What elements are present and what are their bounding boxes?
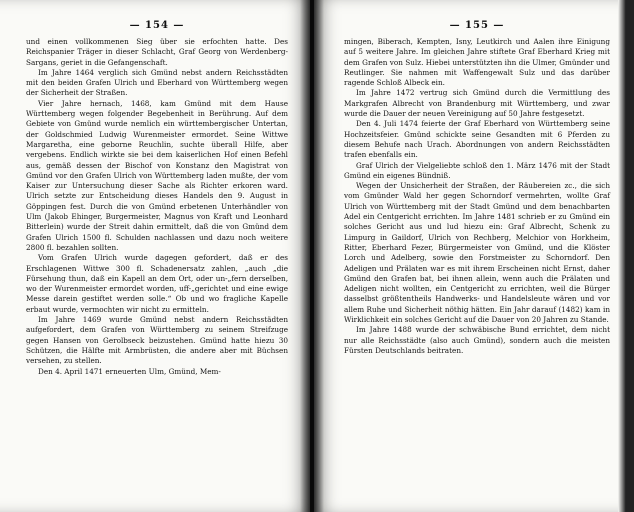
paragraph: Vom Grafen Ulrich wurde dagegen gefordert, daß er des Erschlagenen Wittwe 300 fl. Schadenersatz zahlen, „auch „die Fürsehung thun, daß ein Kapell an dem Ort, oder un-„fern derselben, wo der Wurenmeister ermordet worden, uff-„gerichtet und eine ewige Messe darein gestiftet werden solle.“ Ob und wo fragliche Kapelle erbaut wurde, vermochten wir nicht zu ermitteln. [26,253,288,314]
book-gutter [300,0,324,512]
paragraph: Den 4. Juli 1474 feierte der Graf Eberhard von Württemberg seine Hochzeitsfeier. Gmünd schickte seine Gesandten mit 6 Pferden zu diesem Behufe nach Urach. Abordnungen von andern Reichsstädten trafen ebenfalls ein. [344,119,610,160]
paragraph: Den 4. April 1471 erneuerten Ulm, Gmünd, Mem- [38,366,221,376]
paragraph: und einen vollkommenen Sieg über sie erfochten hatte. Des Reichspanier Träger in dieser Schlacht, Graf Georg von Werdenberg-Sargans, geriet in die Gefangenschaft. [26,37,288,67]
left-page-text [26,37,288,377]
right-page-number: — 155 — [449,20,505,31]
right-page-text [344,37,610,356]
paragraph: Im Jahre 1469 wurde Gmünd nebst andern Reichsstädten aufgefordert, dem Grafen von Württemberg zu seinem Streifzuge gegen Hansen von Gerolbseck beizustehen. Gmünd hatte hiezu 30 Schützen, die Hälfte mit Armbrüsten, die andere aber mit Büchsen versehen, zu stellen. [26,315,288,366]
paragraph: Graf Ulrich der Vielgeliebte schloß den 1. März 1476 mit der Stadt Gmünd ein eigenes Bündniß. [344,160,610,180]
left-page-number: — 154 — [129,20,185,31]
paragraph: Vier Jahre hernach, 1468, kam Gmünd mit dem Hause Württemberg wegen folgender Begebenheit in Berührung. Auf dem Gebiete von Gmünd wurde nemlich ein württembergischer Untertan, der Goldschmied Ludwig Wurenmeister ermordet. Seine Wittwe Margaretha, eine geborne Reuchlin, suchte überall Hilfe, aber vergebens. Endlich wirkte sie bei dem kaiserlichen Hof einen Befehl aus, gemäß dessen der Bischof von Konstanz den Magistrat von Gmünd vor den Grafen Ulrich von Württemberg laden mußte, der vom Kaiser zur Untersuchung dieser Sache als Richter erkoren ward. Ulrich setzte zur Entscheidung dieses Handels den 9. August in Göppingen fest. Durch die von Gmünd erbetenen Unterhändler von Ulm (Jakob Ehinger, Burgermeister, Magnus von Kraft und Leonhard Bitterlein) wurde der Streit dahin ermittelt, daß die von Gmünd dem Grafen Ulrich 1500 fl. Schulden nachlassen und dazu noch weitere 2800 fl. bezahlen sollten. [26,98,288,252]
paragraph: Im Jahre 1472 vertrug sich Gmünd durch die Vermittlung des Markgrafen Albrecht von Brandenburg mit Württemberg, und zwar wurde die Dauer der neuen Vereinigung auf 50 Jahre festgesetzt. [344,88,610,119]
paragraph: Im Jahre 1464 verglich sich Gmünd nebst andern Reichsstädten mit den beiden Grafen Ulrich und Eberhard von Württemberg wegen der Sicherheit der Straßen. [26,67,288,98]
right-page [314,0,626,512]
paragraph: Im Jahre 1488 wurde der schwäbische Bund errichtet, dem nicht nur alle Reichsstädte (also auch Gmünd), sondern auch die meisten Fürsten Deutschlands beitraten. [344,325,610,355]
page-edge-shadow [618,0,626,512]
paragraph: Wegen der Unsicherheit der Straßen, der Räubereien zc., die sich vom Gmünder Wald her gegen Schorndorf vermehrten, wollte Graf Ulrich von Württemberg mit der Stadt Gmünd und dem benachbarten Adel ein Centgericht errichten. Im Jahre 1481 schrieb er zu Gmünd ein solches Gericht aus und lud hiezu ein: Graf Albrecht, Schenk zu Limpurg in Gaildorf, Ulrich von Rechberg, Melchior von Horkheim, Ritter, Eberhard Fezer, Bürgermeister von Gmünd, und die Klöster Lorch und Adelberg, sowie den Forstmeister zu Schorndorf. Den Adeligen und Prälaten war es mit ihrem Erscheinen nicht Ernst, daher Gmünd den Grafen bat, bei ihnen allein, wenn auch die Prälaten und Adeligen nicht wollten, ein Centgericht zu errichten, weil die Bürger dasselbst größtentheils Handwerks- und Handelsleute wären und vor allem Ruhe und Sicherheit nöthig hätten. Ein Jahr darauf (1482) kam in Wirklichkeit ein solches Gericht auf die Dauer von 20 Jahren zu Stande. [344,181,610,325]
left-page [0,0,310,512]
paragraph: mingen, Biberach, Kempten, Isny, Leutkirch und Aalen ihre Einigung auf 5 weitere Jahre. Im gleichen Jahre stiftete Graf Eberhard Krieg mit dem Grafen von Sulz. Hiebei unterstützten ihn die Ulmer, Gmünder und Reutlinger. Sie nahmen mit Waffengewalt Sulz und das darüber ragende Schloß Albeck ein. [344,37,610,88]
